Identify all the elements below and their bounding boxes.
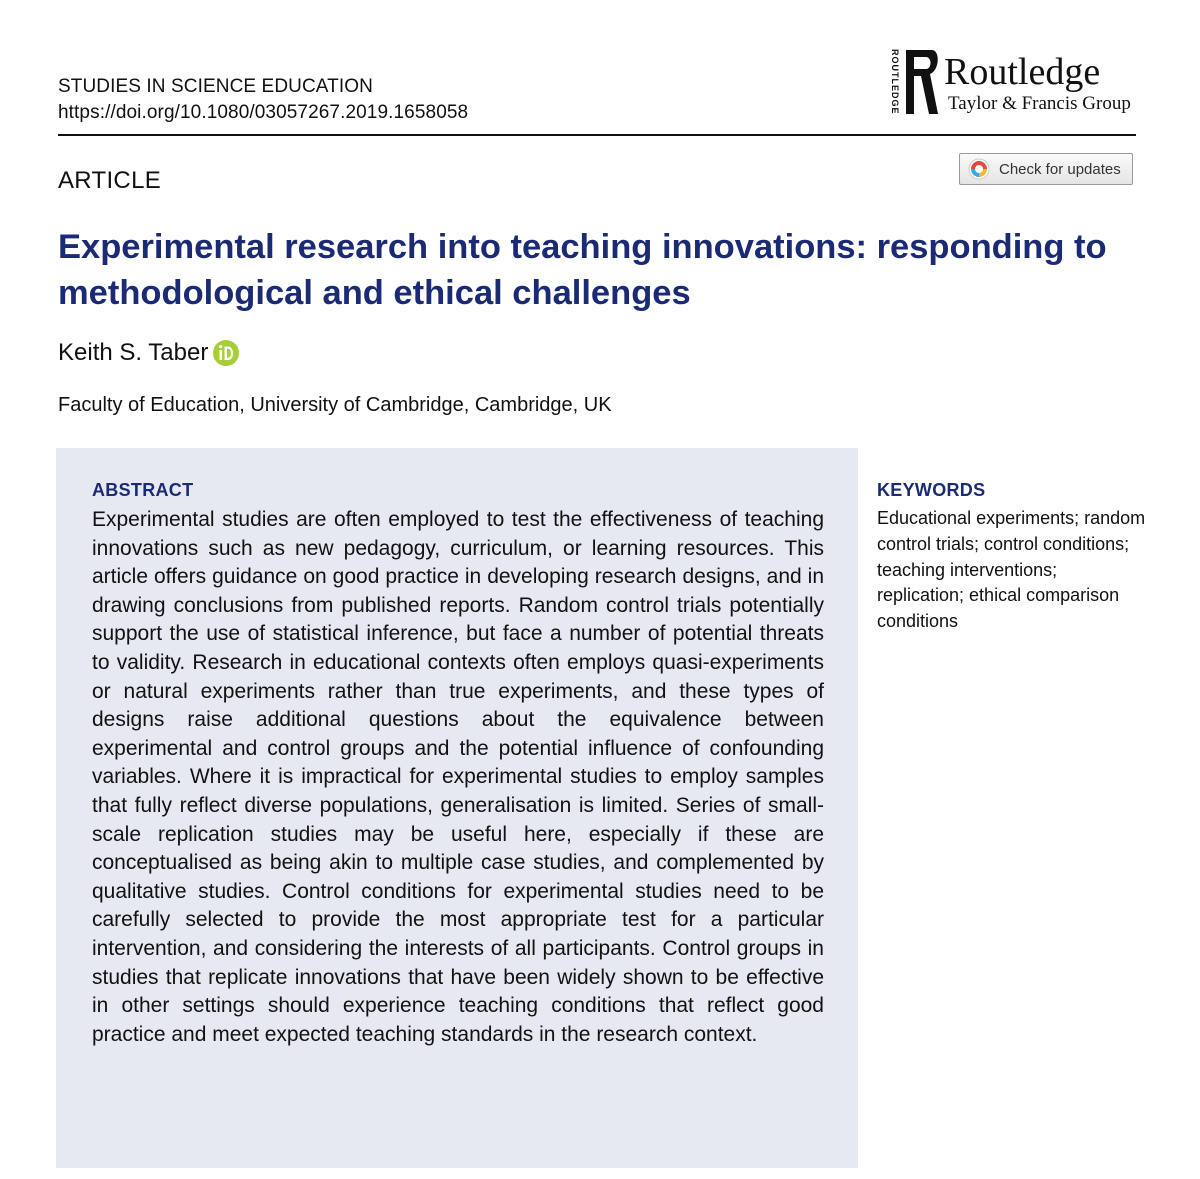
abstract-text: Experimental studies are often employed to test the effectiveness of teaching innovations such as new pedagogy, curriculum, or learning resources. This article offers guidance on good practice in developing research designs, and in drawing conclusions from published reports. Random control trials potentially support the use of statistical inference, but face a number of potential threats to validity. Research in educational contexts often employs quasi-experiments or natural experiments rather than true experiments, and these types of designs raise additional questions about the equivalence between experimental and control groups and the potential influence of confounding variables. Where it is impractical for experimental studies to employ samples that fully reflect diverse populations, generalisation is limited. Series of small-scale replication studies may be useful here, especially if these are conceptualised as being akin to multiple case studies, and complemented by qualitative studies. Control conditions for experimental studies need to be carefully selected to provide the most appropriate test for a particular intervention, and considering the interests of all participants. Control groups in studies that replicate innovations that have been widely shown to be effective in other settings should experience teaching conditions that reflect good practice and meet expected teaching standards in the research context. [92,508,824,1046]
check-for-updates-label: Check for updates [999,160,1121,178]
check-for-updates-button[interactable] [959,153,1133,185]
crossmark-icon [968,158,990,180]
journal-info [58,74,468,126]
header-divider [58,134,1136,136]
doi-link[interactable]: https://doi.org/10.1080/03057267.2019.1658058 [58,102,469,123]
publisher-logo [884,42,1140,122]
keywords-heading: KEYWORDS [877,480,986,500]
publisher-group: Taylor & Francis Group [948,93,1131,114]
publisher-vertical-label: ROUTLEDGE [890,49,900,115]
journal-name: STUDIES IN SCIENCE EDUCATION [58,76,373,97]
article-title: Experimental research into teaching innovations: responding to methodological and ethical challenges [58,228,1107,312]
orcid-id-icon[interactable] [212,339,240,367]
article-type: ARTICLE [58,167,162,194]
abstract-heading: ABSTRACT [92,480,194,500]
publisher-name: Routledge [944,51,1101,93]
abstract-box [56,448,858,1168]
author-name[interactable]: Keith S. Taber [58,339,209,366]
author-affiliation: Faculty of Education, University of Cambridge, Cambridge, UK [58,394,612,416]
routledge-r-logo-icon [902,48,940,123]
keywords-list: Educational experiments; random control trials; control conditions; teaching interventions; replication; ethical comparison conditions [877,508,1146,632]
author-line [58,336,240,370]
